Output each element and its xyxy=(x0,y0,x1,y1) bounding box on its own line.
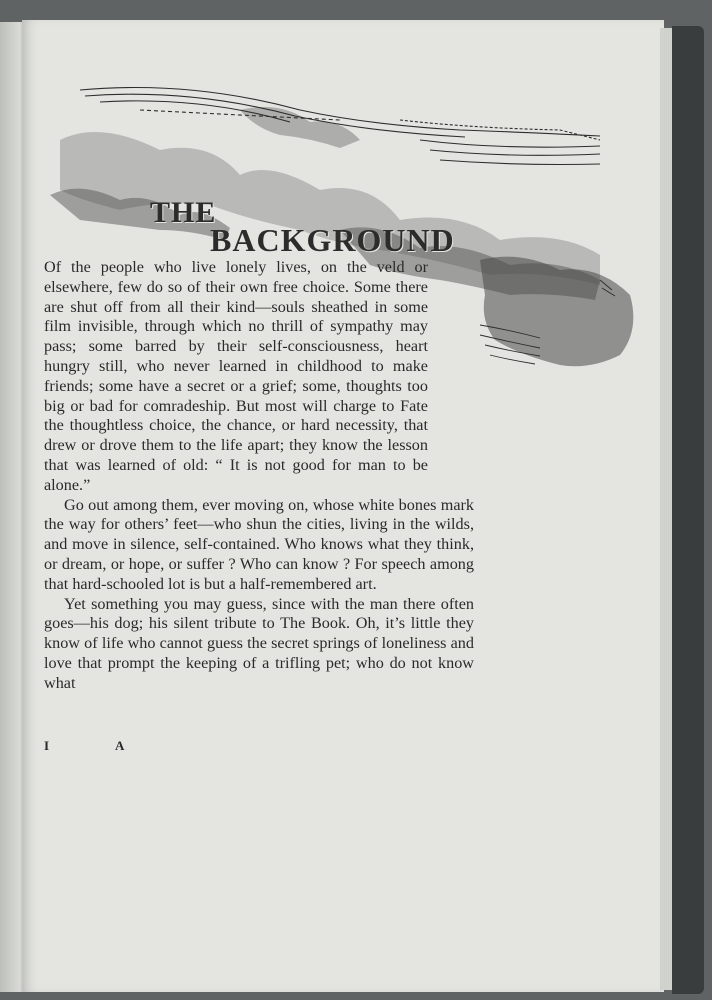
body-text xyxy=(44,258,474,694)
signature-letter: A xyxy=(115,738,125,753)
chapter-title-line-1: THE xyxy=(150,196,217,229)
chapter-title-line-2: BACKGROUND xyxy=(210,222,455,258)
paragraph-2: Go out among them, ever moving on, whose white bones mark the way for others’ feet—who shun the cities, living in the wilds, and move in silence, self-contained. Who knows what they think, or dream, or hope, or suffer ? Who can know ? For speech among that hard-schooled lot is but a half-remembered art. xyxy=(44,495,474,593)
book-cover xyxy=(672,26,704,994)
signature-number: I xyxy=(44,738,50,753)
paragraph-3: Yet something you may guess, since with the man there often goes—his dog; his silent tribute to The Book. Oh, it’s little they know of life who cannot guess the secret springs of loneliness and love that prompt the keeping of a trifling pet; who do not know what xyxy=(44,594,474,692)
paragraph-1: Of the people who live lonely lives, on the veld or elsewhere, few do so of their own free choice. Some there are shut off from all their kind—souls sheathed in some film invisible, through which no thrill of sympathy may pass; some barred by their self-consciousness, heart hungry still, who never learned in childhood to make friends; some have a secret or a grief; some, thoughts too big or bad for comradeship. But most will charge to Fate the thoughtless choice, the chance, or hard necessity, that drew or drove them to the life apart; they know the lesson that was learned of old: “ It is not good for man to be alone.” xyxy=(44,258,428,494)
